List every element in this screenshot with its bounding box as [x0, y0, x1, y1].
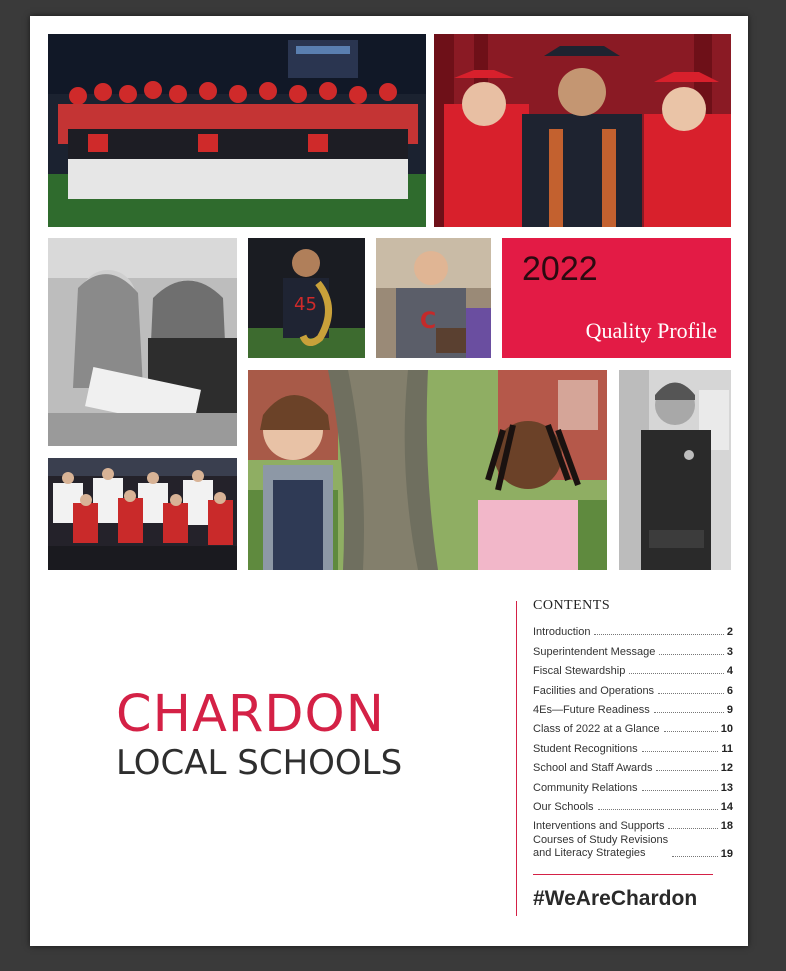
toc-item-school-staff-awards[interactable]: School and Staff Awards 12 — [533, 762, 733, 775]
district-logo — [116, 685, 403, 783]
logo-local-schools: LOCAL SCHOOLS — [116, 743, 403, 783]
contents-heading: CONTENTS — [533, 598, 611, 613]
table-of-contents — [516, 598, 733, 916]
saxophone-player-photo — [248, 238, 365, 358]
toc-item-superintendent-message[interactable]: Superintendent Message 3 — [533, 645, 733, 658]
girls-reading-photo — [48, 238, 237, 446]
baseball-team-photo — [48, 34, 426, 227]
kids-tree-photo — [248, 370, 607, 570]
hashtag-label: #WeAreChardon — [533, 887, 698, 911]
toc-item-community-relations[interactable]: Community Relations 13 — [533, 781, 733, 794]
toc-item-our-schools[interactable]: Our Schools 14 — [533, 800, 733, 813]
year-label: 2022 — [522, 250, 598, 288]
officer-photo — [619, 370, 731, 570]
toc-item-fiscal-stewardship[interactable]: Fiscal Stewardship 4 — [533, 665, 733, 678]
contents-divider — [533, 874, 713, 875]
student-gardening-photo — [376, 238, 491, 358]
quality-profile-label: Quality Profile — [585, 318, 717, 343]
svg-text:C: C — [420, 309, 437, 334]
graduates-photo — [434, 34, 731, 227]
toc-item-future-readiness[interactable]: 4Es—Future Readiness 9 — [533, 703, 733, 716]
svg-text:45: 45 — [294, 294, 317, 315]
toc-item-interventions-supports[interactable]: Interventions and Supports 18 — [533, 820, 733, 833]
toc-item-student-recognitions[interactable]: Student Recognitions 11 — [533, 742, 733, 755]
cover-page — [30, 16, 748, 946]
football-team-photo — [48, 458, 237, 570]
toc-item-courses-of-study[interactable]: Courses of Study Revisions and Literacy Strategies 19 — [533, 834, 733, 861]
toc-item-introduction[interactable]: Introduction 2 — [533, 626, 733, 639]
toc-item-facilities-operations[interactable]: Facilities and Operations 6 — [533, 684, 733, 697]
title-banner — [502, 238, 731, 358]
logo-chardon: CHARDON — [116, 685, 385, 744]
toc-item-class-of-2022[interactable]: Class of 2022 at a Glance 10 — [533, 723, 733, 736]
